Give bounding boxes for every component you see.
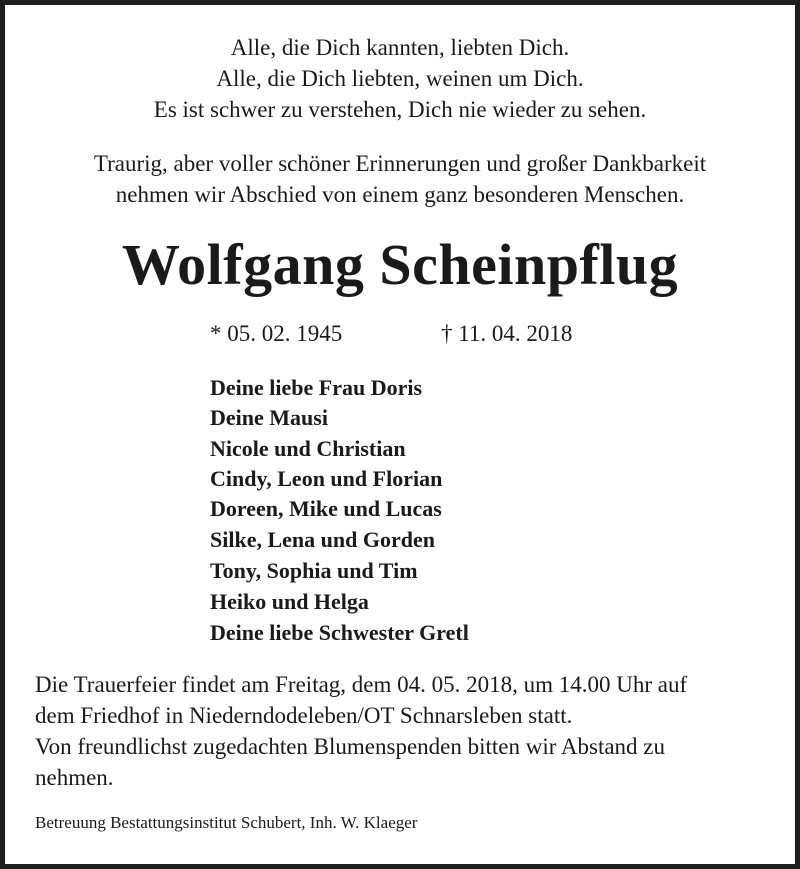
poem-line-3: Es ist schwer zu verstehen, Dich nie wieder zu sehen. [153,97,647,122]
funeral-info-line-2: dem Friedhof in Niederndodeleben/OT Schnarsleben statt. [35,703,573,728]
deceased-name: Wolfgang Scheinpflug [121,232,679,297]
birth-date: * 05. 02. 1945 [210,321,343,346]
intro-line-1: Traurig, aber voller schöner Erinnerungen und großer Dankbarkeit [93,151,707,176]
mourner-1: Deine liebe Frau Doris [210,375,423,400]
mourner-5: Doreen, Mike und Lucas [210,496,442,521]
funeral-info-line-1: Die Trauerfeier findet am Freitag, dem 04. 05. 2018, um 14.00 Uhr auf [35,672,688,697]
mourner-7: Tony, Sophia und Tim [210,558,418,583]
mourner-2: Deine Mausi [210,405,328,430]
funeral-info-line-4: nehmen. [35,765,114,790]
undertaker-credit: Betreuung Bestattungsinstitut Schubert, Inh. W. Klaeger [35,813,418,832]
poem-line-2: Alle, die Dich liebten, weinen um Dich. [216,66,584,91]
funeral-info-line-3: Von freundlichst zugedachten Blumenspenden bitten wir Abstand zu [35,734,666,759]
mourner-6: Silke, Lena und Gorden [210,527,435,552]
intro-line-2: nehmen wir Abschied von einem ganz besonderen Menschen. [115,182,685,207]
mourner-4: Cindy, Leon und Florian [210,466,443,491]
death-date: † 11. 04. 2018 [441,321,573,346]
mourner-3: Nicole und Christian [210,436,406,461]
poem-line-1: Alle, die Dich kannten, liebten Dich. [230,35,570,60]
mourner-9: Deine liebe Schwester Gretl [210,620,469,645]
mourner-8: Heiko und Helga [210,589,369,614]
